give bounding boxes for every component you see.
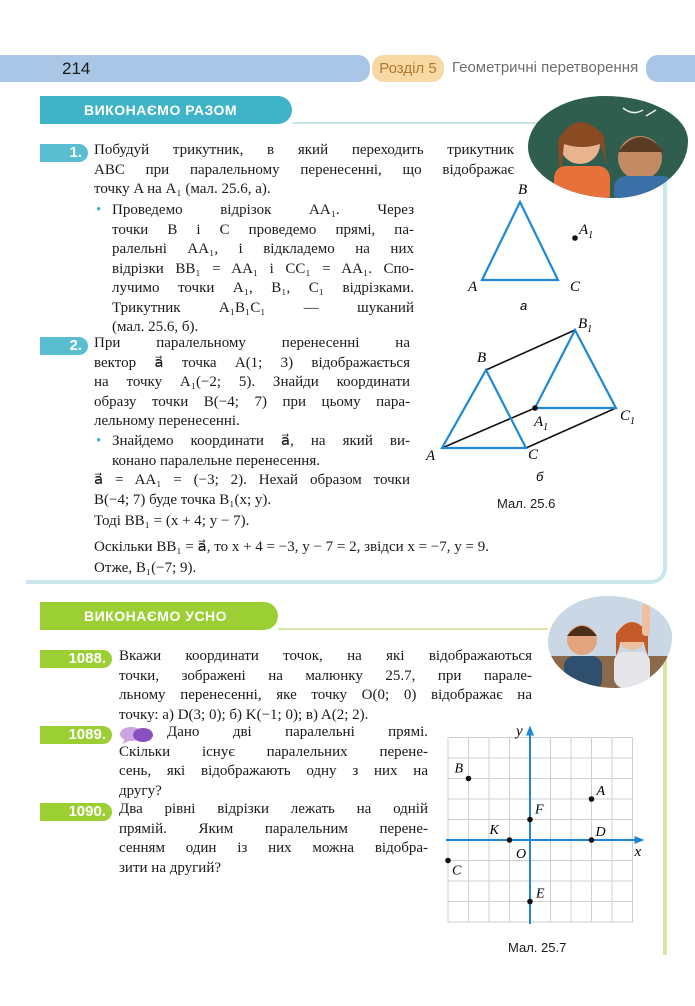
label-point-c: C xyxy=(452,863,462,879)
exercise-number-1090: 1090. xyxy=(40,803,112,821)
banner-line xyxy=(292,122,542,124)
label-c-a: C xyxy=(570,279,581,295)
point-a1-b xyxy=(532,405,538,411)
task2-line: лельному перенесенні. xyxy=(94,413,240,429)
exercise-line: точки, зображені на малюнку 25.7, при парале- xyxy=(119,667,532,684)
task2-line: образу точки B(−4; 7) при цьому пара- xyxy=(94,393,410,410)
solution-line: Оскільки BB₁ = a⃗, то x + 4 = −3, y − 7 = 2, звідси x = −7, y = 9. xyxy=(94,539,490,555)
label-point-f: F xyxy=(535,802,544,818)
x-axis-arrow-icon xyxy=(635,836,645,844)
header-band-left xyxy=(0,55,370,82)
task2-solution-b xyxy=(94,471,410,532)
point-b xyxy=(466,776,472,782)
task2-line: вектор a⃗ точка A(1; 3) відображається xyxy=(94,354,410,371)
solution-line: B(−4; 7) буде точка B₁(x; y). xyxy=(94,491,272,508)
point-a1-a xyxy=(572,235,578,241)
label-a1-b: $A_1$ xyxy=(534,414,549,433)
exercise-line: льному перенесенні, яке точку O(0; 0) відображає на xyxy=(119,687,532,703)
exercise-line: точку: а) D(3; 0); б) K(−1; 0); в) A(2; 2). xyxy=(119,706,369,723)
figure-25-7-caption: Мал. 25.7 xyxy=(508,940,567,955)
exercise-line: сенням один із них можна відобра- xyxy=(119,840,428,856)
solution-line: точки B і C проведемо прямі, па- xyxy=(112,221,414,238)
figure-25-7 xyxy=(438,712,654,932)
point-a xyxy=(589,796,595,802)
solution-line: лучимо точки A₁, B₁, C₁ відрізками. xyxy=(112,280,414,296)
page-number: 214 xyxy=(62,59,91,78)
exercise-line: Дано дві паралельні прямі. xyxy=(167,724,428,740)
exercise-number-1089: 1089. xyxy=(40,726,112,744)
bullet-icon: • xyxy=(96,202,102,218)
point-d xyxy=(589,837,595,843)
label-c-b: C xyxy=(528,447,539,463)
point-e xyxy=(527,899,533,905)
triangle-abc-b xyxy=(442,370,526,448)
banner-line xyxy=(278,628,548,630)
point-c xyxy=(445,858,451,864)
label-point-o: O xyxy=(516,847,527,862)
axis-label-y: y xyxy=(516,723,523,740)
task1-line: точку A на A₁ (мал. 25.6, а). xyxy=(94,181,271,197)
exercise-line: зити на другий? xyxy=(119,859,222,876)
task2-line: При паралельному перенесенні на xyxy=(94,335,410,351)
label-a-a: A xyxy=(468,279,478,295)
task-number-2: 2. xyxy=(40,337,88,355)
point-k xyxy=(507,837,513,843)
label-b1-b: $B_1$ xyxy=(578,316,593,335)
label-a-b: A xyxy=(426,448,436,464)
exercise-line: Скільки існує паралельних перене- xyxy=(119,743,428,760)
section-badge: Розділ 5 xyxy=(372,55,444,82)
task1-line: Побудуй трикутник, в який переходить трикутник xyxy=(94,142,514,158)
task2-line: на точку A₁(−2; 5). Знайди координати xyxy=(94,374,410,390)
solution-line: Тоді BB₁ = (x + 4; y − 7). xyxy=(94,513,250,529)
label-point-b: B xyxy=(454,761,464,777)
task2-statement xyxy=(94,334,410,432)
bullet-icon: • xyxy=(96,433,102,449)
solution-line: відрізки BB₁ = AA₁ і CC₁ = AA₁. Спо- xyxy=(112,260,414,277)
solution-line: (мал. 25.6, б). xyxy=(112,319,199,335)
solution-line: a⃗ = AA₁ = (−3; 2). Нехай образом точки xyxy=(94,472,410,488)
exercise-1089 xyxy=(119,723,428,801)
task-number-1: 1. xyxy=(40,144,88,162)
caption-sub-b: б xyxy=(536,469,544,484)
label-point-e: E xyxy=(536,886,545,902)
exercise-line: сень, які відображають одну з них на xyxy=(119,763,428,779)
label-point-k: K xyxy=(489,823,499,838)
y-axis-arrow-icon xyxy=(526,726,534,736)
banner-oral: ВИКОНАЄМО УСНО xyxy=(40,602,278,630)
label-point-d: D xyxy=(595,825,606,840)
label-point-a: A xyxy=(596,784,606,799)
solution-line: Трикутник A₁B₁C₁ — шуканий xyxy=(112,299,414,316)
exercise-number-1088: 1088. xyxy=(40,650,112,668)
label-c1-b: $C_1$ xyxy=(620,408,636,427)
segment-aa1 xyxy=(442,408,535,448)
banner-together: ВИКОНАЄМО РАЗОМ xyxy=(40,96,292,124)
solution-line: Проведемо відрізок AA₁. Через xyxy=(112,202,414,218)
label-b-a: B xyxy=(518,182,528,198)
caption-sub-a: а xyxy=(520,298,528,313)
exercise-1090 xyxy=(119,800,428,878)
solution-line: ралельні AA₁, і відкладемо на них xyxy=(112,241,414,257)
solution-line: конано паралельне перенесення. xyxy=(112,452,320,469)
label-b-b: B xyxy=(477,350,487,366)
point-f xyxy=(527,817,533,823)
label-a1-a: $A_1$ xyxy=(579,222,594,241)
task1-solution xyxy=(96,201,414,338)
exercise-line: прямій. Яким паралельним перене- xyxy=(119,820,428,837)
exercise-line: другу? xyxy=(119,782,162,799)
figure-25-6 xyxy=(420,176,650,516)
segment-bb1 xyxy=(486,330,575,370)
axis-label-x: x xyxy=(634,844,642,860)
solution-line: Отже, B₁(−7; 9). xyxy=(94,559,197,576)
exercise-line: Два рівні відрізки лежать на одній xyxy=(119,801,428,817)
solution-line: Знайдемо координати a⃗, на який ви- xyxy=(112,433,410,449)
task2-solution-c xyxy=(94,538,594,578)
section-title: Геометричні перетворення xyxy=(452,59,639,76)
triangle-abc-a xyxy=(482,202,558,280)
task1-line: ABC при паралельному перенесенні, що відображає xyxy=(94,161,514,178)
photo-students xyxy=(548,596,672,688)
task2-solution-a xyxy=(96,432,410,471)
header-band-right xyxy=(646,55,695,82)
exercise-line: Вкажи координати точок, на які відображаються xyxy=(119,648,532,664)
figure-25-6-caption: Мал. 25.6 xyxy=(497,496,556,511)
